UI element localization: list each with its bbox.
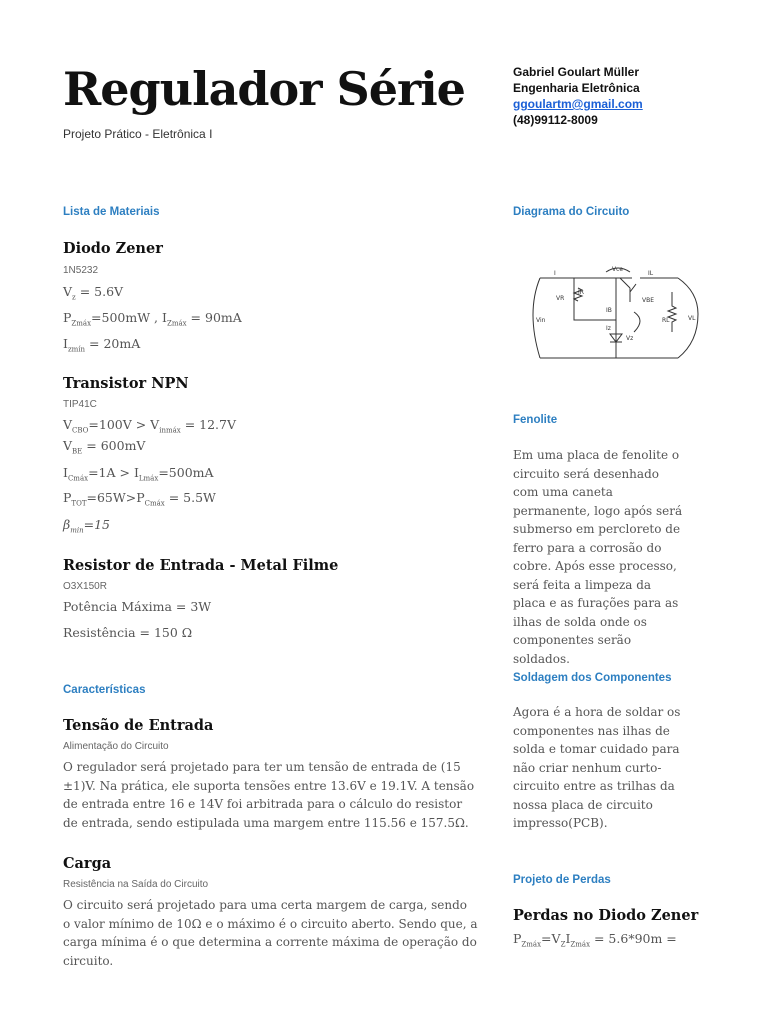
resistor-power: Potência Máxima = 3W bbox=[63, 599, 212, 614]
transistor-beta: $\beta_{min}=15$ bbox=[63, 517, 111, 535]
transistor-ptot: $P_{TOT}=65W>P_{Cmáx} = 5.5W$ bbox=[63, 490, 216, 508]
resistor-resistance: Resistência = 150 Ω bbox=[63, 625, 193, 640]
load-title: Carga bbox=[63, 855, 112, 872]
svg-text:IL: IL bbox=[648, 270, 654, 277]
svg-text:Iz: Iz bbox=[606, 325, 611, 332]
load-sub: Resistência na Saída do Circuito bbox=[63, 879, 209, 890]
transistor-vbe: $V_{BE} = 600mV$ bbox=[63, 438, 146, 456]
svg-text:VL: VL bbox=[688, 315, 696, 322]
transistor-vcbo: $V_{CBO}=100V > V_{inmáx} = 12.7V$ bbox=[63, 417, 237, 435]
svg-text:I: I bbox=[554, 270, 556, 277]
zener-izmin: $I_{zmín} = 20mA$ bbox=[63, 336, 141, 354]
svg-text:RL: RL bbox=[662, 317, 670, 324]
losses-section-label: Projeto de Perdas bbox=[513, 874, 611, 886]
phone-number: (48)99112-8009 bbox=[513, 113, 598, 127]
fenolite-section-label: Fenolite bbox=[513, 414, 558, 426]
soldering-text: Agora é a hora de soldar os componentes nas ilhas de solda e tomar cuidado para não criar nenhum curto-circuito entre as trilhas da nossa placa de circuito impresso(PCB). bbox=[513, 705, 681, 830]
input-voltage-title: Tensão de Entrada bbox=[63, 717, 214, 734]
svg-text:Vce: Vce bbox=[612, 266, 624, 273]
page-title: Regulador Série bbox=[63, 62, 465, 116]
transistor-code: TIP41C bbox=[63, 399, 97, 410]
soldering-section-label: Soldagem dos Componentes bbox=[513, 672, 672, 684]
resistor-title: Resistor de Entrada - Metal Filme bbox=[63, 557, 339, 574]
diagram-section-label: Diagrama do Circuito bbox=[513, 206, 630, 218]
losses-title: Perdas no Diodo Zener bbox=[513, 907, 699, 924]
svg-text:IR: IR bbox=[578, 289, 584, 296]
svg-text:Vin: Vin bbox=[536, 317, 546, 324]
losses-formula: $P_{Zmáx}=V_ZI_{Zmáx} = 5.6*90m$ = bbox=[513, 931, 677, 949]
svg-text:Vz: Vz bbox=[626, 335, 634, 342]
fenolite-text: Em uma placa de fenolite o circuito será desenhado com uma caneta permanente, logo após será submerso em percloreto de ferro para a corrosão do cobre. Após esse processo, será feita a limpeza da placa e as furações para as ilhas de solda onde os componentes serão soldados. bbox=[513, 448, 683, 666]
author-course: Engenharia Eletrônica bbox=[513, 81, 640, 95]
svg-text:IB: IB bbox=[606, 307, 612, 314]
load-text: O circuito será projetado para uma certa margem de carga, sendo o valor mínimo de 10Ω e o máximo é o circuito aberto. Sendo que, a carga mínima é o que determina a corrente máxima de operação do circuito. bbox=[63, 898, 478, 968]
transistor-title: Transistor NPN bbox=[63, 375, 189, 392]
input-voltage-text: O regulador será projetado para ter um tensão de entrada de (15 ±1)V. Na prática, ele suporta tensões entre 13.6V e 19.1V. A tensão de entrada entre 16 e 14V foi arbitrada para o cálculo do resistor de entrada, sendo estipulada uma margem entre 115.56 e 157.5Ω. bbox=[63, 760, 475, 830]
page-subtitle: Projeto Prático - Eletrônica I bbox=[63, 127, 213, 141]
materials-section-label: Lista de Materiais bbox=[63, 206, 160, 218]
zener-pz: $P_{Zmáx}=500mW$ , $I_{Zmáx} = 90mA$ bbox=[63, 310, 242, 328]
email-link[interactable]: ggoulartm@gmail.com bbox=[513, 97, 643, 111]
characteristics-section-label: Características bbox=[63, 684, 146, 696]
svg-text:VR: VR bbox=[556, 295, 565, 302]
input-voltage-sub: Alimentação do Circuito bbox=[63, 741, 169, 752]
zener-code: 1N5232 bbox=[63, 265, 99, 276]
circuit-diagram bbox=[522, 262, 706, 368]
zener-vz: $V_z = 5.6V$ bbox=[63, 284, 124, 302]
svg-text:VBE: VBE bbox=[642, 297, 655, 304]
transistor-ic: $I_{Cmáx}=1A > I_{Lmáx}=500mA$ bbox=[63, 465, 214, 483]
zener-title: Diodo Zener bbox=[63, 240, 163, 257]
author-name: Gabriel Goulart Müller bbox=[513, 65, 640, 79]
resistor-code: O3X150R bbox=[63, 581, 107, 592]
contact-block bbox=[513, 64, 643, 128]
